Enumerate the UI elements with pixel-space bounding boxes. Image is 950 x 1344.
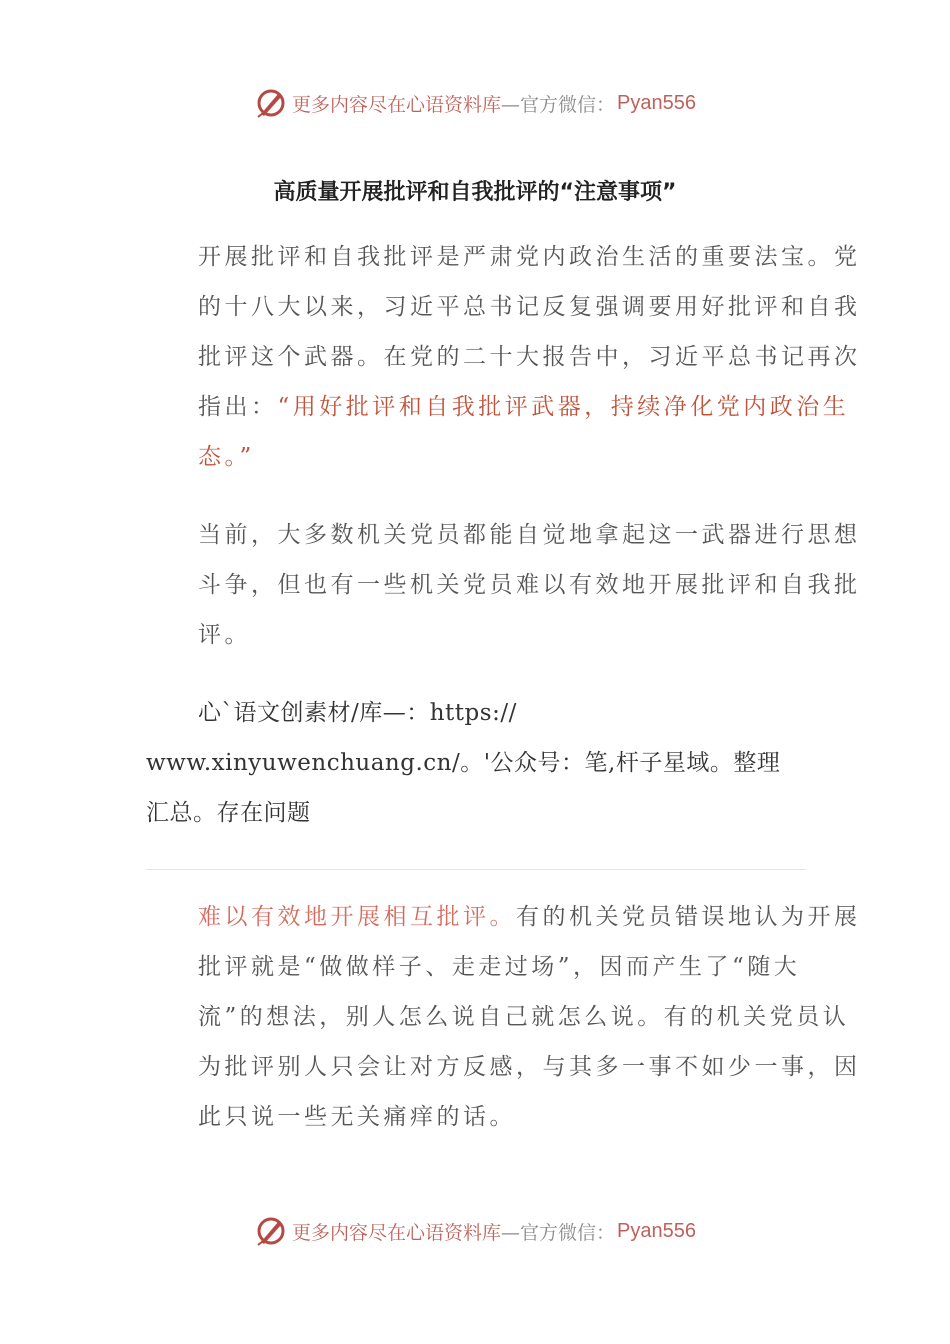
pen-logo-icon <box>254 86 288 120</box>
article-title: 高质量开展批评和自我批评的“注意事项” <box>273 180 677 205</box>
source-note-line-1: 心`语文创素材/库—：https:// <box>198 700 517 726</box>
pen-logo-icon <box>254 1214 288 1248</box>
problem-heading-highlight: 难以有效地开展相互批评。 <box>198 904 516 930</box>
banner-dash-text: —官方微信： <box>501 1221 616 1244</box>
banner-wechat-id: Pyan556 <box>617 91 696 114</box>
paragraph-intro <box>146 232 868 482</box>
header-banner <box>0 83 950 123</box>
paragraph-problem <box>146 892 868 1142</box>
banner-wechat-id: Pyan556 <box>617 1219 696 1242</box>
banner-dash-text: —官方微信： <box>501 93 616 116</box>
paragraph-current-situation: 当前，大多数机关党员都能自觉地拿起这一武器进行思想斗争，但也有一些机关党员难以有效地开展批评和自我批评。 <box>198 522 861 648</box>
banner-text: 更多内容尽在心语资料库 <box>292 1221 502 1244</box>
paragraph-intro-text: 开展批评和自我批评是严肃党内政治生活的重要法宝。党的十八大以来，习近平总书记反复强调要用好批评和自我批评这个武器。在党的二十大报告中，习近平总书记再次指出： <box>198 244 861 420</box>
section-divider <box>146 869 806 870</box>
paragraph-source-note <box>146 688 816 838</box>
footer-banner <box>0 1211 950 1251</box>
source-note-line-3: 汇总。存在问题 <box>146 800 311 826</box>
problem-body-text: 有的机关党员错误地认为开展批评就是“做做样子、走走过场”，因而产生了“随大流”的想法，别人怎么说自己就怎么说。有的机关党员认为批评别人只会让对方反感，与其多一事不如少一事，因此只说一些无关痛痒的话。 <box>198 904 861 1130</box>
banner-text: 更多内容尽在心语资料库 <box>292 93 502 116</box>
source-note-line-2: www.xinyuwenchuang.cn/。'公众号：笔,杆子星域。整理 <box>146 750 781 776</box>
quote-highlight: “用好批评和自我批评武器，持续净化党内政治生态。” <box>198 394 850 470</box>
